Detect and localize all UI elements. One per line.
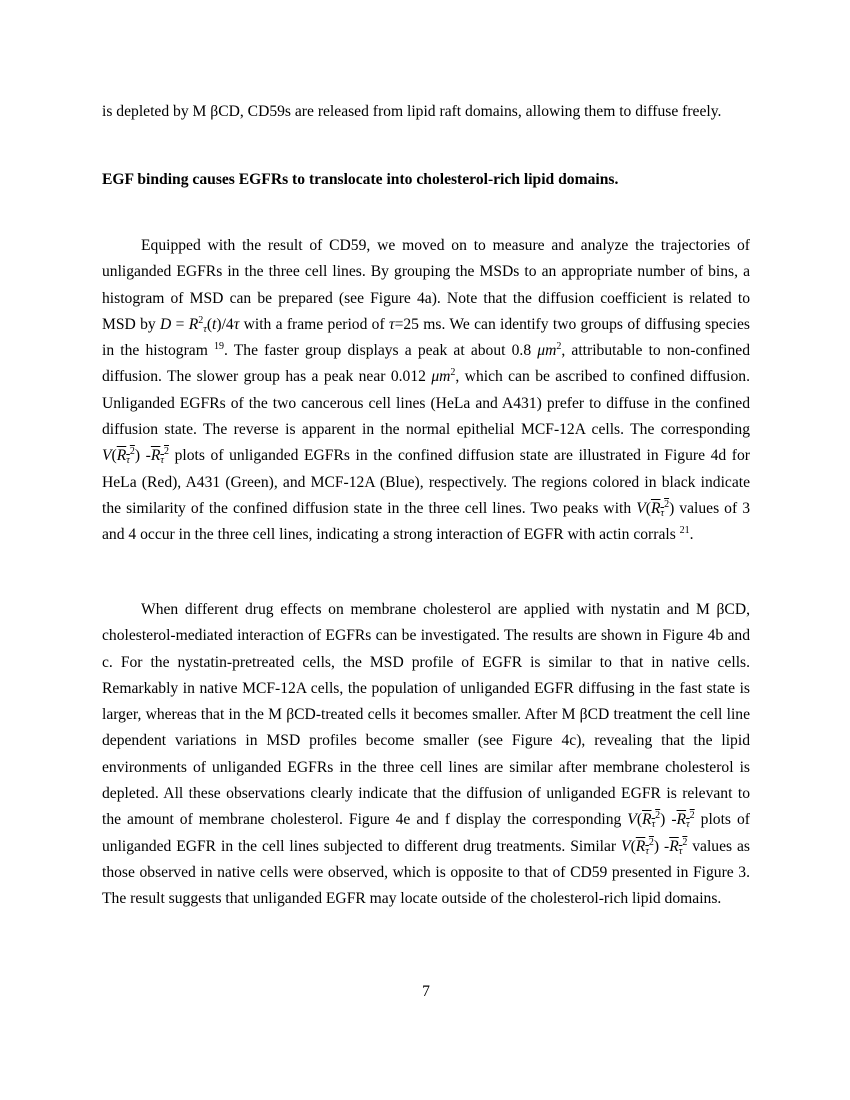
- citation-19: 19: [214, 341, 225, 353]
- p1-text-1: Equipped with the result of CD59, we moved on to measure and analyze the trajectories of unliganded EGFRs in the three cell lines. By grouping the MSDs to an appropriate number of bins, a histogram of MSD can be prepared (see Figure 4a). Note that the diffusion coefficient is related to MSD by: [102, 237, 750, 333]
- formula-diffusion: $D = R^2_\tau(t)/4\tau$: [160, 314, 240, 335]
- unit-um2: $\mu m^2$: [431, 367, 456, 386]
- citation-21: 21: [679, 525, 690, 537]
- formula-v-r: $V(R_\tau^2)$ $-R_\tau^2$: [627, 810, 695, 831]
- p1-text-9: .: [689, 526, 694, 544]
- p2-text-3: values as those observed in native cells were observed, which is opposite to that of CD59 presented in Figure 3. The result suggests that unliganded EGFR may locate outside of the cholesterol-rich lipid domains.: [102, 837, 751, 908]
- formula-v: $V(R_\tau^2)$: [636, 498, 675, 519]
- p1-text-7: plots of unliganded EGFRs in the confined diffusion state are illustrated in Figure 4d for HeLa (Red), A431 (Green), and MCF-12A (Blue), respectively. The regions colored in black indicate the similarity of the confined diffusion state in the three cell lines. Two peaks with: [102, 447, 750, 517]
- p1-text-3: =25 ms. We can identify two groups of diffusing species in the histogram: [102, 315, 750, 360]
- p1-text-6: , which can be ascribed to confined diffusion. Unliganded EGFRs of the two cancerous cell lines (HeLa and A431) prefer to diffuse in the confined diffusion state. The reverse is apparent in the normal epithelial MCF-12A cells. The corresponding: [102, 368, 750, 439]
- paragraph-2: [102, 597, 750, 913]
- p1-text-4: . The faster group displays a peak at about 0.8: [224, 342, 538, 360]
- unit-um2: $\mu m^2$: [537, 341, 562, 360]
- paragraph-1: [102, 233, 750, 549]
- intro-line: is depleted by M βCD, CD59s are released from lipid raft domains, allowing them to diffuse freely.: [102, 103, 722, 120]
- formula-v-r: $V(R_\tau^2)$ $-R_\tau^2$: [621, 836, 688, 857]
- p1-text-5: , attributable to non-confined diffusion. The slower group has a peak near 0.012: [102, 342, 751, 386]
- section-heading: EGF binding causes EGFRs to translocate into cholesterol-rich lipid domains.: [102, 171, 619, 188]
- symbol-tau: τ: [388, 315, 395, 333]
- p1-text-8: values of 3 and 4 occur in the three cell lines, indicating a strong interaction of EGFR with actin corrals: [102, 499, 750, 544]
- p2-text-2: plots of unliganded EGFR in the cell lines subjected to different drug treatments. Similar: [102, 811, 750, 855]
- p2-text-1: When different drug effects on membrane cholesterol are applied with nystatin and M βCD, cholesterol-mediated interaction of EGFRs can be investigated. The results are shown in Figure 4b and c. For the nystatin-pretreated cells, the MSD profile of EGFR is similar to that in native cells. Remarkably in native MCF-12A cells, the population of unliganded EGFR diffusing in the fast state is larger, whereas that in the M βCD-treated cells it becomes smaller. After M βCD treatment the cell line dependent variations in MSD profiles become smaller (see Figure 4c), revealing that the lipid environments of unliganded EGFRs in the three cell lines are similar after membrane cholesterol is depleted. All these observations clearly indicate that the diffusion of unliganded EGFR is relevant to the amount of membrane cholesterol. Figure 4e and f display the corresponding: [102, 601, 750, 829]
- page-number: 7: [422, 983, 430, 1000]
- p1-text-2: with a frame period of: [239, 315, 389, 333]
- formula-v-r: $V(R_\tau^2)$ $-R_\tau^2$: [102, 446, 169, 467]
